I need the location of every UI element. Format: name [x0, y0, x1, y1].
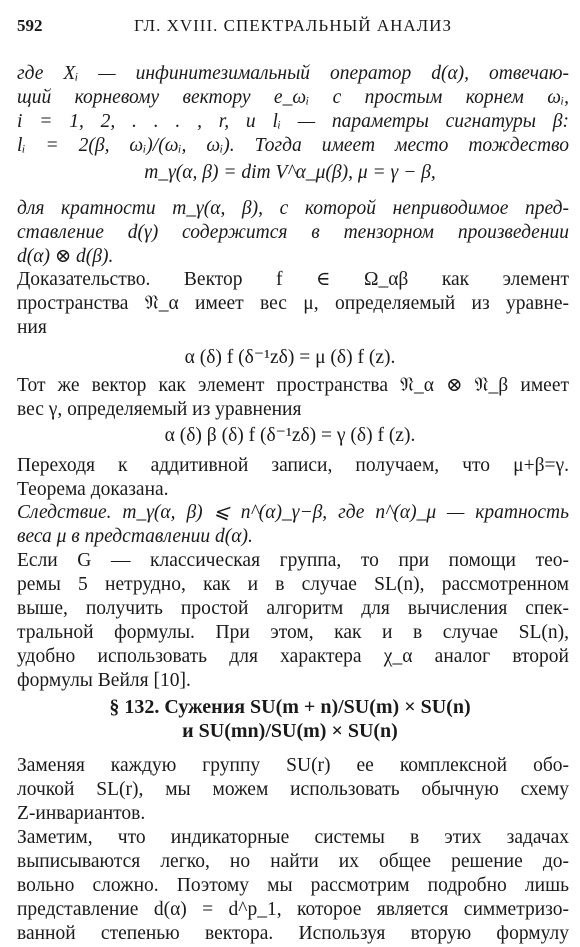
text-line: формулы Вейля [10].: [17, 670, 191, 691]
text-line: Теорема доказана.: [17, 479, 169, 500]
running-title: ГЛ. XVIII. СПЕКТРАЛЬНЫЙ АНАЛИЗ: [134, 16, 452, 35]
text-line: Доказательство. Вектор f ∈ Ω_αβ как элемент: [17, 269, 569, 290]
text-line: ния: [17, 317, 47, 338]
text-line: Z-инвариантов.: [17, 803, 146, 824]
text-line: лочкой SL(r), мы можем использовать обычную схему: [17, 779, 569, 800]
text-line: Следствие. m_γ(α, β) ⩽ n^(α)_γ−β, где n^(α)_μ — кратность: [17, 502, 569, 523]
text-line: Тот же вектор как элемент пространства 𝔑_α ⊗ 𝔑_β имеет: [17, 375, 569, 396]
text-line: lᵢ = 2(β, ωᵢ)/(ωᵢ, ωᵢ). Тогда имеет место тождество: [17, 135, 569, 156]
section-heading: и SU(mn)/SU(m) × SU(n): [182, 720, 398, 742]
formula: α (δ) β (δ) f (δ⁻¹zδ) = γ (δ) f (z).: [164, 425, 416, 446]
text-line: выписываются легко, но найти их общее решение до-: [17, 851, 569, 872]
text-line: ставление d(γ) содержится в тензорном произведении: [17, 222, 569, 243]
text-line: удобно использовать для характера χ_α аналог второй: [17, 646, 569, 667]
text-line: щий корневому вектору e_ωᵢ с простым корнем ωᵢ,: [17, 87, 569, 108]
text-line: Заметим, что индикаторные системы в этих задачах: [17, 827, 569, 848]
text-line: выше, получить простой алгоритм для вычисления спек-: [17, 598, 569, 619]
formula: m_γ(α, β) = dim V^α_μ(β), μ = γ − β,: [144, 162, 436, 183]
text-line: где Xᵢ — инфинитезимальный оператор d(α), отвечаю-: [17, 63, 569, 84]
text-line: веса μ в представлении d(α).: [17, 526, 253, 547]
section-heading: § 132. Сужения SU(m + n)/SU(m) × SU(n): [109, 696, 471, 718]
text-line: представление d(α) = d^p_1, которое является симметризо-: [17, 899, 569, 920]
text-line: вольно сложно. Поэтому мы рассмотрим подробно лишь: [17, 875, 569, 896]
formula: α (δ) f (δ⁻¹zδ) = μ (δ) f (z).: [184, 347, 396, 368]
text-line: тральной формулы. При этом, как и в случае SL(n),: [17, 622, 569, 643]
text-line: Переходя к аддитивной записи, получаем, что μ+β=γ.: [17, 455, 569, 476]
text-line: пространства 𝔑_α имеет вес μ, определяемый из уравне-: [17, 293, 569, 314]
text-line: ванной степенью вектора. Используя вторую формулу: [17, 923, 569, 944]
page-header: [17, 16, 569, 40]
page-number: 592: [17, 16, 43, 35]
text-line: i = 1, 2, . . . , r, и lᵢ — параметры сигнатуры β:: [17, 111, 569, 132]
text-line: Заменяя каждую группу SU(r) ее комплексной обо-: [17, 755, 569, 776]
text-line: d(α) ⊗ d(β).: [17, 246, 114, 267]
text-line: для кратности m_γ(α, β), с которой неприводимое пред-: [17, 198, 569, 219]
text-line: вес γ, определяемый из уравнения: [17, 399, 302, 420]
text-line: ремы 5 нетрудно, как и в случае SL(n), рассмотренном: [17, 574, 569, 595]
text-line: Если G — классическая группа, то при помощи тео-: [17, 550, 569, 571]
